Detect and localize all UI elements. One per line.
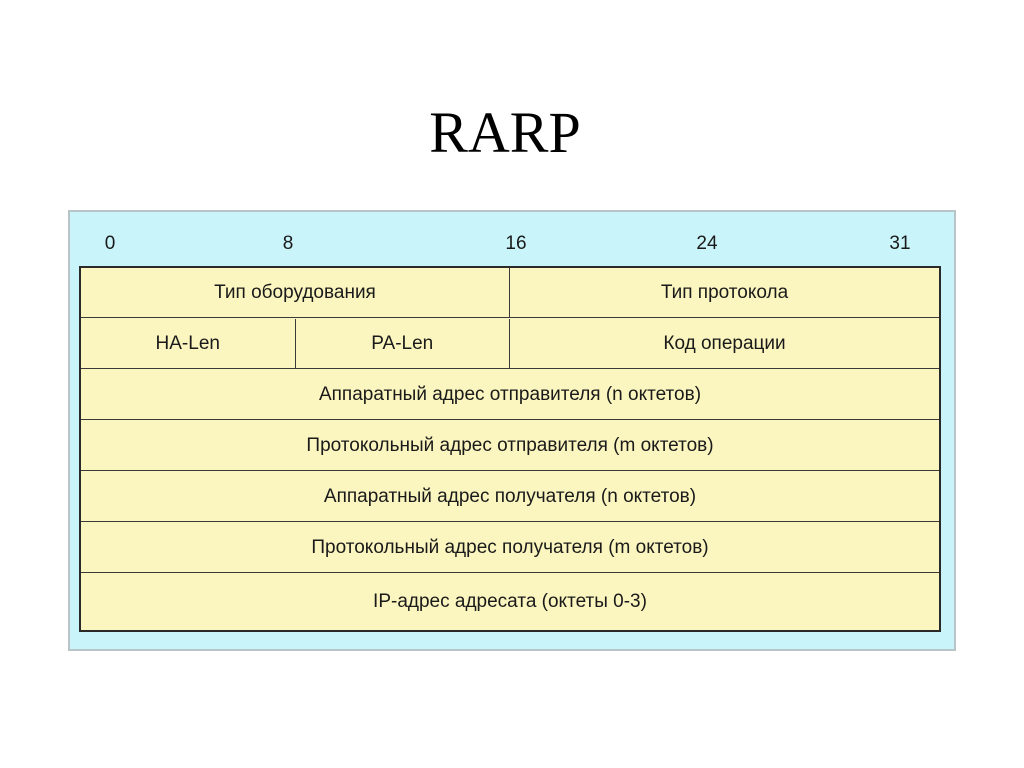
rarp-packet-diagram [68, 210, 956, 651]
bit-label-8: 8 [282, 233, 294, 254]
bit-label-0: 0 [104, 233, 116, 254]
bit-label-16: 16 [505, 233, 527, 254]
packet-row [81, 421, 939, 471]
packet-row [81, 370, 939, 420]
field-hardware-type: Тип оборудования [81, 268, 510, 317]
field-target-ip-address: IP-адрес адресата (октеты 0-3) [373, 591, 647, 612]
field-pa-len: PA-Len [296, 319, 511, 368]
bit-label-24: 24 [696, 233, 718, 254]
packet-row [81, 472, 939, 522]
packet-row [81, 523, 939, 573]
field-ha-len: HA-Len [81, 319, 296, 368]
field-operation-code: Код операции [663, 332, 786, 354]
packet-format-table [79, 266, 941, 632]
packet-row [81, 319, 939, 369]
packet-row [81, 574, 939, 630]
field-sender-hardware-address: Аппаратный адрес отправителя (n октетов) [318, 383, 702, 405]
bit-ruler [70, 212, 954, 264]
bit-label-31: 31 [889, 233, 911, 254]
packet-row [81, 268, 939, 318]
field-sender-protocol-address: Протокольный адрес отправителя (m октетов) [306, 434, 714, 456]
field-target-hardware-address: Аппаратный адрес получателя (n октетов) [323, 485, 697, 507]
field-protocol-type: Тип протокола [660, 281, 789, 303]
field-target-protocol-address: Протокольный адрес получателя (m октетов) [311, 536, 709, 558]
slide-title: RARP [429, 100, 581, 165]
